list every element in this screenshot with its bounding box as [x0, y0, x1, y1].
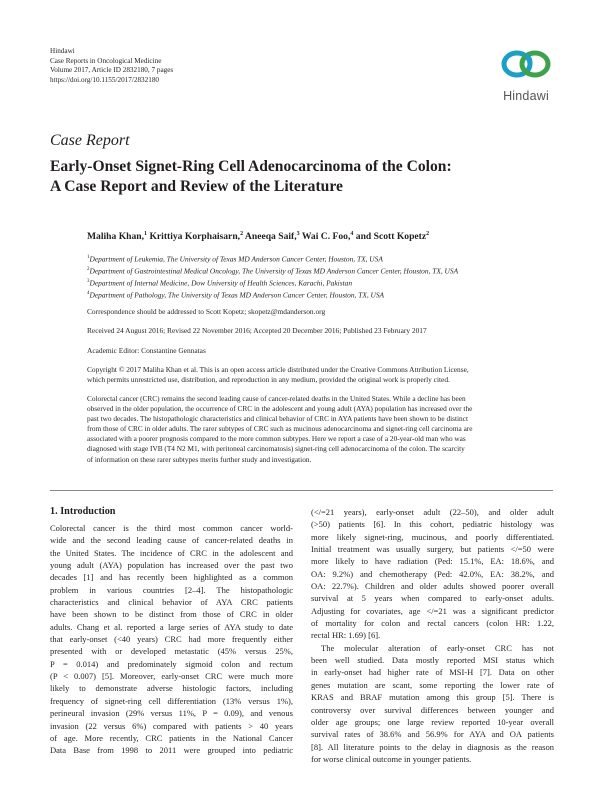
copyright-line: Copyright © 2017 Maliha Khan et al. This is an open access article distributed under the Creative Commons Attribution License, — [87, 365, 469, 374]
body-text-line: more likely signet-ring, mucinous, and poorly differentiated. — [311, 531, 554, 542]
body-text-line: Adjusting for covariates, age </=21 was a significant predictor — [311, 605, 554, 616]
body-text-line: The molecular alteration of early-onset CRC has not — [321, 642, 554, 653]
affil-text: Department of Pathology, The University of Texas MD Anderson Cancer Center, Houston, TX, USA — [89, 290, 385, 300]
author-affil-mark: 4 — [350, 231, 354, 237]
copyright-notice — [87, 365, 552, 386]
body-text-line: decades [1] and has recently been highlighted as a common — [50, 572, 293, 583]
body-text-line: (</=21 years), early-onset adult (22–50), and older adult — [311, 507, 554, 517]
body-text-line: rectal HR: 1.69) [6]. — [311, 630, 381, 641]
section-divider — [50, 490, 553, 491]
body-text-line: frequency of signet-ring cell differentiation (13% versus 1%), — [50, 695, 293, 706]
abstract — [87, 394, 552, 465]
body-text-line: wide and the second leading cause of cancer-related deaths in — [50, 535, 293, 546]
volume-info: Volume 2017, Article ID 2832180, 7 pages — [50, 66, 174, 75]
article-type: Case Report — [50, 132, 130, 149]
body-column-right — [311, 506, 554, 765]
author-name: Krittiya Korphaisarn, — [147, 231, 241, 243]
author-list — [87, 231, 429, 242]
body-text-line: Data Base from 1998 to 2011 were grouped into pediatric — [50, 745, 293, 756]
affil-text: Department of Leukemia, The University of Texas MD Anderson Cancer Center, Houston, TX, USA — [89, 254, 383, 264]
affil-number: 3 — [87, 278, 90, 284]
section-heading-introduction: 1. Introduction — [50, 506, 116, 517]
body-text-line: perineural invasion (29% versus 11%, P = 0.09), and venous — [50, 708, 293, 719]
body-text-line: of mortality for colon and rectal cancers (colon HR: 1.22, — [311, 618, 554, 629]
copyright-line: which permits unrestricted use, distribution, and reproduction in any medium, provided the original work is properly cited. — [87, 375, 450, 385]
affil-number: 2 — [87, 266, 90, 272]
author-name: Wai C. Foo, — [299, 231, 351, 243]
body-text-line: genes mutation are scant, some reporting the lower rate of — [311, 679, 554, 690]
author-name: Aneeqa Saif, — [243, 231, 297, 243]
journal-info — [50, 47, 350, 85]
body-text-line: presented with or developed metastatic (45% versus 25%, — [50, 646, 293, 657]
journal-title: Case Reports in Oncological Medicine — [50, 56, 162, 65]
body-text-line: young adult (AYA) population has increased over the past two — [50, 560, 293, 571]
body-text-line: of age. More recently, CRC patients in the National Cancer — [50, 732, 293, 743]
academic-editor: Academic Editor: Constantine Gennatas — [87, 346, 206, 355]
body-text-line: controversy over survival differences between younger and — [311, 704, 554, 715]
doi-link[interactable]: https://doi.org/10.1155/2017/2832180 — [50, 75, 160, 84]
body-text-line: KRAS and BRAF mutation among this group [5]. There is — [311, 692, 554, 703]
body-text-line: (>50) patients [6]. In this cohort, pediatric histology was — [311, 519, 554, 530]
body-text-line: older age groups; one large review reported 10-year overall — [311, 716, 554, 727]
body-text-line: have been shown to be distinct from those of CRC in older — [50, 609, 293, 620]
affiliation — [87, 265, 458, 277]
affiliation — [87, 277, 458, 289]
body-text-line: (P < 0.007) [5]. Moreover, early-onset CRC were much more — [50, 671, 293, 682]
body-text-line: survival rates of 38.6% and 56.9% for AYA and OA patients — [311, 729, 554, 740]
body-text-line: OA: 9.2%) and chemotherapy (Ped: 42.0%, EA: 38.2%, and — [311, 568, 554, 579]
article-title — [50, 157, 570, 196]
author-affil-mark: 2 — [240, 231, 244, 237]
body-text-line: for worse clinical outcome in younger patients. — [311, 753, 472, 764]
author-name: and Scott Kopetz — [353, 231, 427, 243]
body-text-line: the United States. The incidence of CRC in the adolescent and — [50, 547, 293, 558]
body-text-line: in early-onset had higher rate of MSI-H [7]. Data on other — [311, 667, 554, 678]
abstract-line: Colorectal cancer (CRC) remains the second leading cause of cancer-related deaths in the United States. While a decline has been — [87, 394, 466, 403]
body-text-line: survival at 5 years when compared to early-onset adults. — [311, 593, 554, 604]
body-text-line: more likely to have radiation (Ped: 15.1%, EA: 18.6%, and — [311, 556, 554, 567]
abstract-line: of information on these rarer subtypes merits further study and investigation. — [87, 454, 312, 464]
abstract-line: from those of CRC in older adults. The rarer subtypes of CRC such as mucinous adenocarcinoma and signet-ring cell carcinoma are — [87, 424, 473, 434]
body-text-line: invasion (22 versus 6%) compared with patients > 40 years — [50, 720, 293, 731]
affil-number: 1 — [87, 255, 90, 260]
title-line: Early-Onset Signet-Ring Cell Adenocarcinoma of the Colon: — [50, 158, 452, 175]
author-name: Maliha Khan, — [87, 231, 145, 243]
body-column-left — [50, 522, 293, 757]
author-affil-mark: 1 — [144, 231, 148, 237]
title-line: A Case Report and Review of the Literature — [50, 177, 343, 195]
abstract-line: observed in the older population, the occurrence of CRC in the adolescent and young adult (AYA) population has increased over the — [87, 404, 473, 414]
affil-text: Department of Internal Medicine, Dow University of Health Sciences, Karachi, Pakistan — [89, 278, 353, 288]
abstract-line: past two decades. The histopathologic characteristics and clinical behavior of CRC in AYA patients have been shown to be distinct — [87, 414, 468, 424]
body-text-line: likely to demonstrate adverse histologic factors, including — [50, 683, 293, 694]
affiliation-list — [87, 253, 458, 301]
body-text-line: OA: 22.7%). Children and older adults showed poorer overall — [311, 581, 554, 592]
abstract-line: associated with a poorer prognosis compared to the more common subtypes. Here we report a case of a 20-year-old man who was — [87, 434, 466, 444]
correspondence: Correspondence should be addressed to Scott Kopetz; skopetz@mdanderson.org — [87, 307, 326, 316]
hindawi-logo-text: Hindawi — [503, 89, 549, 103]
body-text-line: Initial treatment was usually surgery, but patients </=50 were — [311, 544, 554, 555]
body-text-line: problem in various countries [2–4]. The histopathologic — [50, 584, 293, 595]
body-text-line: characteristics and clinical behavior of AYA CRC patients — [50, 597, 293, 608]
affiliation — [87, 253, 458, 265]
affil-number: 4 — [87, 290, 90, 296]
affil-text: Department of Gastrointestinal Medical Oncology, The University of Texas MD Anderson Cancer Center, Houston, TX, USA — [89, 266, 459, 276]
publisher-name: Hindawi — [50, 47, 75, 55]
author-affil-mark: 2 — [426, 231, 430, 237]
author-affil-mark: 3 — [296, 231, 300, 237]
publication-dates: Received 24 August 2016; Revised 22 November 2016; Accepted 20 December 2016; Published 23 February 2017 — [87, 326, 427, 335]
affiliation — [87, 289, 458, 301]
body-text-line: P = 0.014) and predominately sigmoid colon and rectum — [50, 658, 293, 669]
body-text-line: adults. Chang et al. reported a large series of AYA study to date — [50, 621, 293, 632]
body-text-line: [8]. All literature points to the delay in diagnosis as the reason — [311, 741, 554, 752]
body-text-line: that early-onset (<40 years) CRC had more frequently either — [50, 634, 293, 645]
body-text-line: Colorectal cancer is the third most common cancer world- — [50, 523, 293, 533]
abstract-line: diagnosed with stage IVB (T4 N2 M1, with peritoneal carcinomatosis) signet-ring cell adenocarcinoma of the colon. The scarcity — [87, 444, 465, 454]
body-text-line: been well studied. Data mostly reported MSI status which — [311, 655, 554, 666]
